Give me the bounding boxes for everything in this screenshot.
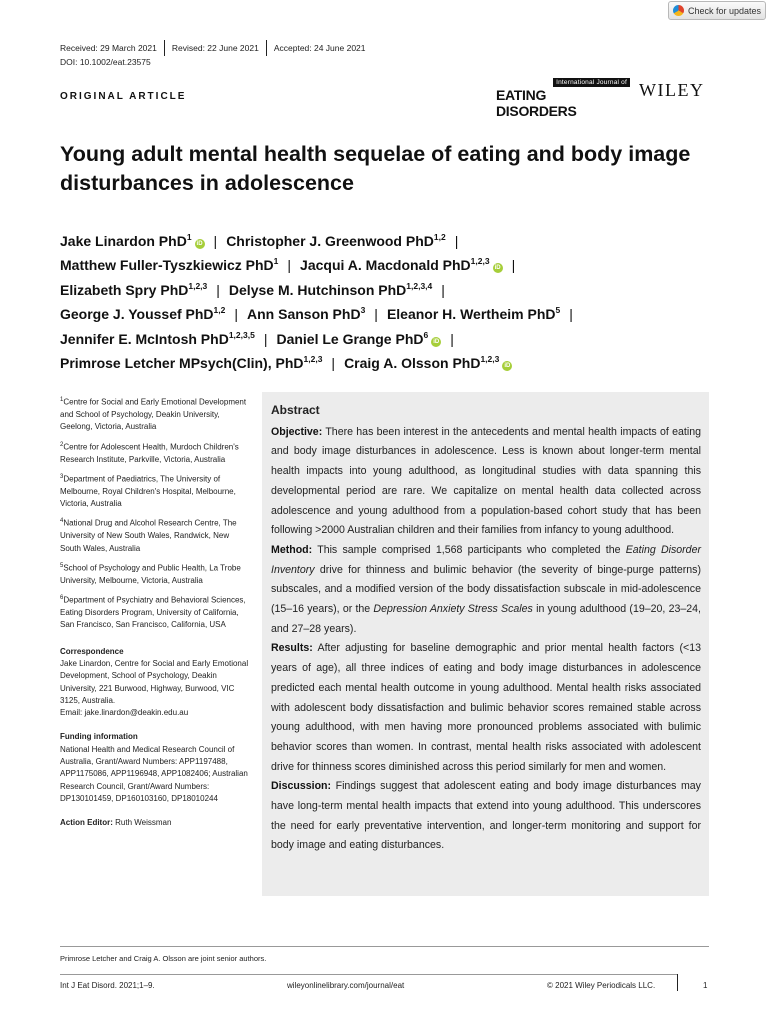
footer-citation: Int J Eat Disord. 2021;1–9. [60,981,155,990]
author-name: Jake Linardon PhD [60,233,187,249]
orcid-icon[interactable]: iD [504,362,511,369]
affiliation-number: 1 [60,397,64,403]
author-affiliation-ref: 1,2,3 [188,280,208,291]
author-affiliation-ref: 1,2,3 [480,353,500,364]
author-name: Daniel Le Grange PhD [276,330,424,347]
author-affiliation-ref: 1,2 [433,232,446,242]
method-instrument-2: Depression Anxiety Stress Scales [373,603,533,616]
article-section-label: ORIGINAL ARTICLE [60,91,187,102]
discussion-label: Discussion: [271,780,332,793]
author-separator: | [511,257,516,274]
check-updates-icon [673,5,684,16]
correspondence-email[interactable]: Email: jake.linardon@deakin.edu.au [60,708,189,718]
affiliation-item [60,592,250,632]
author-name: Christopher J. Greenwood PhD [226,233,434,249]
action-editor-name: Ruth Weissman [115,818,172,828]
journal-logo [496,78,630,119]
affiliation-text: National Drug and Alcohol Research Centre, The University of New South Wales, Randwick, New South Wales, Australia [60,519,237,553]
results-label: Results: [271,642,313,655]
affiliation-text: Department of Psychiatry and Behavioral Sciences, Eating Disorders Program, University of California, San Francisco, San Francisco, California, USA [60,595,246,630]
author-name: Elizabeth Spry PhD [60,281,189,298]
author-separator: | [234,306,238,323]
affiliation-number: 6 [60,595,64,602]
method-text-2: drive for thinness and bulimic behavior (the severity of binge-purge patterns) subscales, and a modified version of the body dissatisfaction subscale in mid-adolescence (15–16 years), or the [271,563,701,616]
affiliation-item [60,471,250,511]
author-name: Craig A. Olsson PhD [344,354,481,371]
funding-text: National Health and Medical Research Council of Australia, Grant/Award Numbers: APP1197488, APP1175086, APP1196948, APP1082406; Australian Research Council, Grant/Award Numbers: DP130101459, DP160103160, DP18010244 [60,744,248,803]
article-dates [60,40,366,56]
funding-block [60,731,250,805]
affiliation-item [60,560,250,587]
affiliation-item [60,394,250,434]
author-list [60,225,740,371]
author-line [60,274,740,298]
affiliation-number: 3 [60,473,64,480]
author-affiliation-ref: 1,2,3 [303,353,323,364]
method-text-3: in young adulthood (19–20, 23–24, and 27–28 years). [271,603,701,635]
article-title: Young adult mental health sequelae of eating and body image disturbances in adolescence [60,142,691,195]
action-editor-label: Action Editor: [60,818,113,828]
author-affiliation-ref: 1,2,3 [470,256,490,267]
author-line [60,249,740,273]
footnote: Primrose Letcher and Craig A. Olsson are joint senior authors. [60,954,267,963]
affiliation-number: 5 [60,562,64,569]
author-name: Eleanor H. Wertheim PhD [386,306,556,323]
abstract [271,401,701,856]
orcid-icon[interactable]: iD [196,241,203,247]
affiliation-text: Department of Paediatrics, The University of Melbourne, Royal Children's Hospital, Melbourne, Victoria, Australia [60,474,236,509]
author-name: Matthew Fuller-Tyszkiewicz PhD [60,257,274,274]
affiliation-number: 2 [60,441,64,448]
author-affiliation-ref: 1,2,3,4 [406,280,433,291]
author-separator: | [216,281,220,298]
affiliation-text: Centre for Social and Early Emotional Development and School of Psychology, Deakin University, Geelong, Victoria, Australia [60,397,247,432]
author-affiliation-ref: 6 [423,329,429,340]
funding-heading: Funding information [60,732,138,742]
author-separator: | [213,233,218,249]
author-separator: | [441,281,445,298]
author-separator: | [287,257,292,274]
author-affiliation-ref: 1 [273,256,279,267]
abstract-objective [271,423,701,541]
author-affiliation-ref: 5 [555,305,561,316]
author-line [60,225,740,249]
abstract-results [271,639,701,777]
publisher-logo: WILEY [639,80,705,100]
author-affiliation-ref: 1 [186,232,192,242]
footer-page-divider [677,974,678,991]
accepted-date: Accepted: 24 June 2021 [273,43,366,53]
author-name: Primrose Letcher MPsych(Clin), PhD [60,354,304,371]
footer-copyright: © 2021 Wiley Periodicals LLC. [547,981,656,990]
footer-journal-url[interactable]: wileyonlinelibrary.com/journal/eat [287,981,405,990]
objective-label: Objective: [271,425,323,438]
author-separator: | [331,354,336,371]
revised-date: Revised: 22 June 2021 [171,43,259,53]
author-name: Ann Sanson PhD [247,306,361,323]
objective-text: There has been interest in the antecedents and mental health impacts of eating and body image disturbances in adolescence. Less is known about longer-term mental health impacts into young adulthood, as longitudinal studies with data spanning this developmental period are rare. We capitalize on mental health data collected across adolescence and young adulthood from a population-based cohort study that has been following >2000 Australian children and their families from infancy to young adulthood. [271,425,701,537]
author-name: Jennifer E. McIntosh PhD [60,330,229,347]
journal-logo-top: International Journal of [553,78,630,87]
method-label: Method: [271,543,313,556]
method-text-1: This sample comprised 1,568 participants who completed the [317,543,626,556]
author-line [60,298,740,322]
affiliation-text: Centre for Adolescent Health, Murdoch Children's Research Institute, Parkville, Victoria, Australia [60,442,239,464]
page-number: 1 [703,981,708,990]
affiliation-item [60,515,250,555]
check-for-updates-label: Check for updates [688,5,762,16]
author-line [60,323,740,347]
author-affiliation-ref: 1,2,3,5 [228,329,255,340]
author-affiliation-ref: 1,2 [213,305,226,316]
affiliation-item [60,439,250,466]
author-separator: | [263,330,268,347]
discussion-text: Findings suggest that adolescent eating and body image disturbances may have long-term mental health impacts that extend into young adulthood. This underscores the need for early preventative intervention, and longer-term monitoring and support for body image and eating disturbances. [271,780,701,852]
author-line [60,347,740,371]
correspondence-text: Jake Linardon, Centre for Social and Early Emotional Development, School of Psychology, Deakin University, 221 Burwood, Highway, Burwood, VIC 3125, Australia. [60,658,249,705]
correspondence-block [60,646,250,720]
author-separator: | [569,306,573,323]
results-text: After adjusting for baseline demographic and prior mental health factors (<13 years of age), all three indices of eating and body image disturbances in adolescence predicted each mental health outcome in young adulthood. Mental health risks associated with adolescent body dissatisfaction and bulimic behavior scores remained stable across young adulthood, with men having more pronounced problems associated with bulimic behavior scores than women. In contrast, mental health risks associated with adolescent drive for thinness scores diminished across this period similarly for men and women. [271,642,701,773]
affiliation-number: 4 [60,518,64,525]
author-separator: | [374,306,378,323]
doi-link[interactable]: DOI: 10.1002/eat.23575 [60,57,151,67]
date-divider [164,40,165,56]
author-separator: | [450,330,454,347]
journal-logo-main: EATING DISORDERS [496,87,577,119]
affiliation-text: School of Psychology and Public Health, La Trobe University, Melbourne, Victoria, Australia [60,563,241,585]
correspondence-heading: Correspondence [60,646,124,656]
footer-divider [60,974,677,975]
abstract-discussion [271,777,701,856]
date-divider [266,40,267,56]
author-name: Delyse M. Hutchinson PhD [228,281,407,298]
orcid-icon[interactable]: iD [494,265,501,272]
author-separator: | [454,233,459,249]
action-editor [60,817,250,829]
author-name: Jacqui A. Macdonald PhD [300,257,471,274]
author-name: George J. Youssef PhD [60,306,214,323]
check-for-updates-button[interactable] [668,1,766,20]
article-sidebar [60,394,250,830]
abstract-heading: Abstract [271,403,320,417]
affiliation-list [60,394,250,632]
method-instrument-1: Eating Disorder Inventory [271,543,701,576]
orcid-icon[interactable]: iD [433,338,440,345]
received-date: Received: 29 March 2021 [60,43,157,53]
author-affiliation-ref: 3 [360,305,366,316]
footnote-divider [60,946,709,947]
abstract-method [271,541,701,640]
